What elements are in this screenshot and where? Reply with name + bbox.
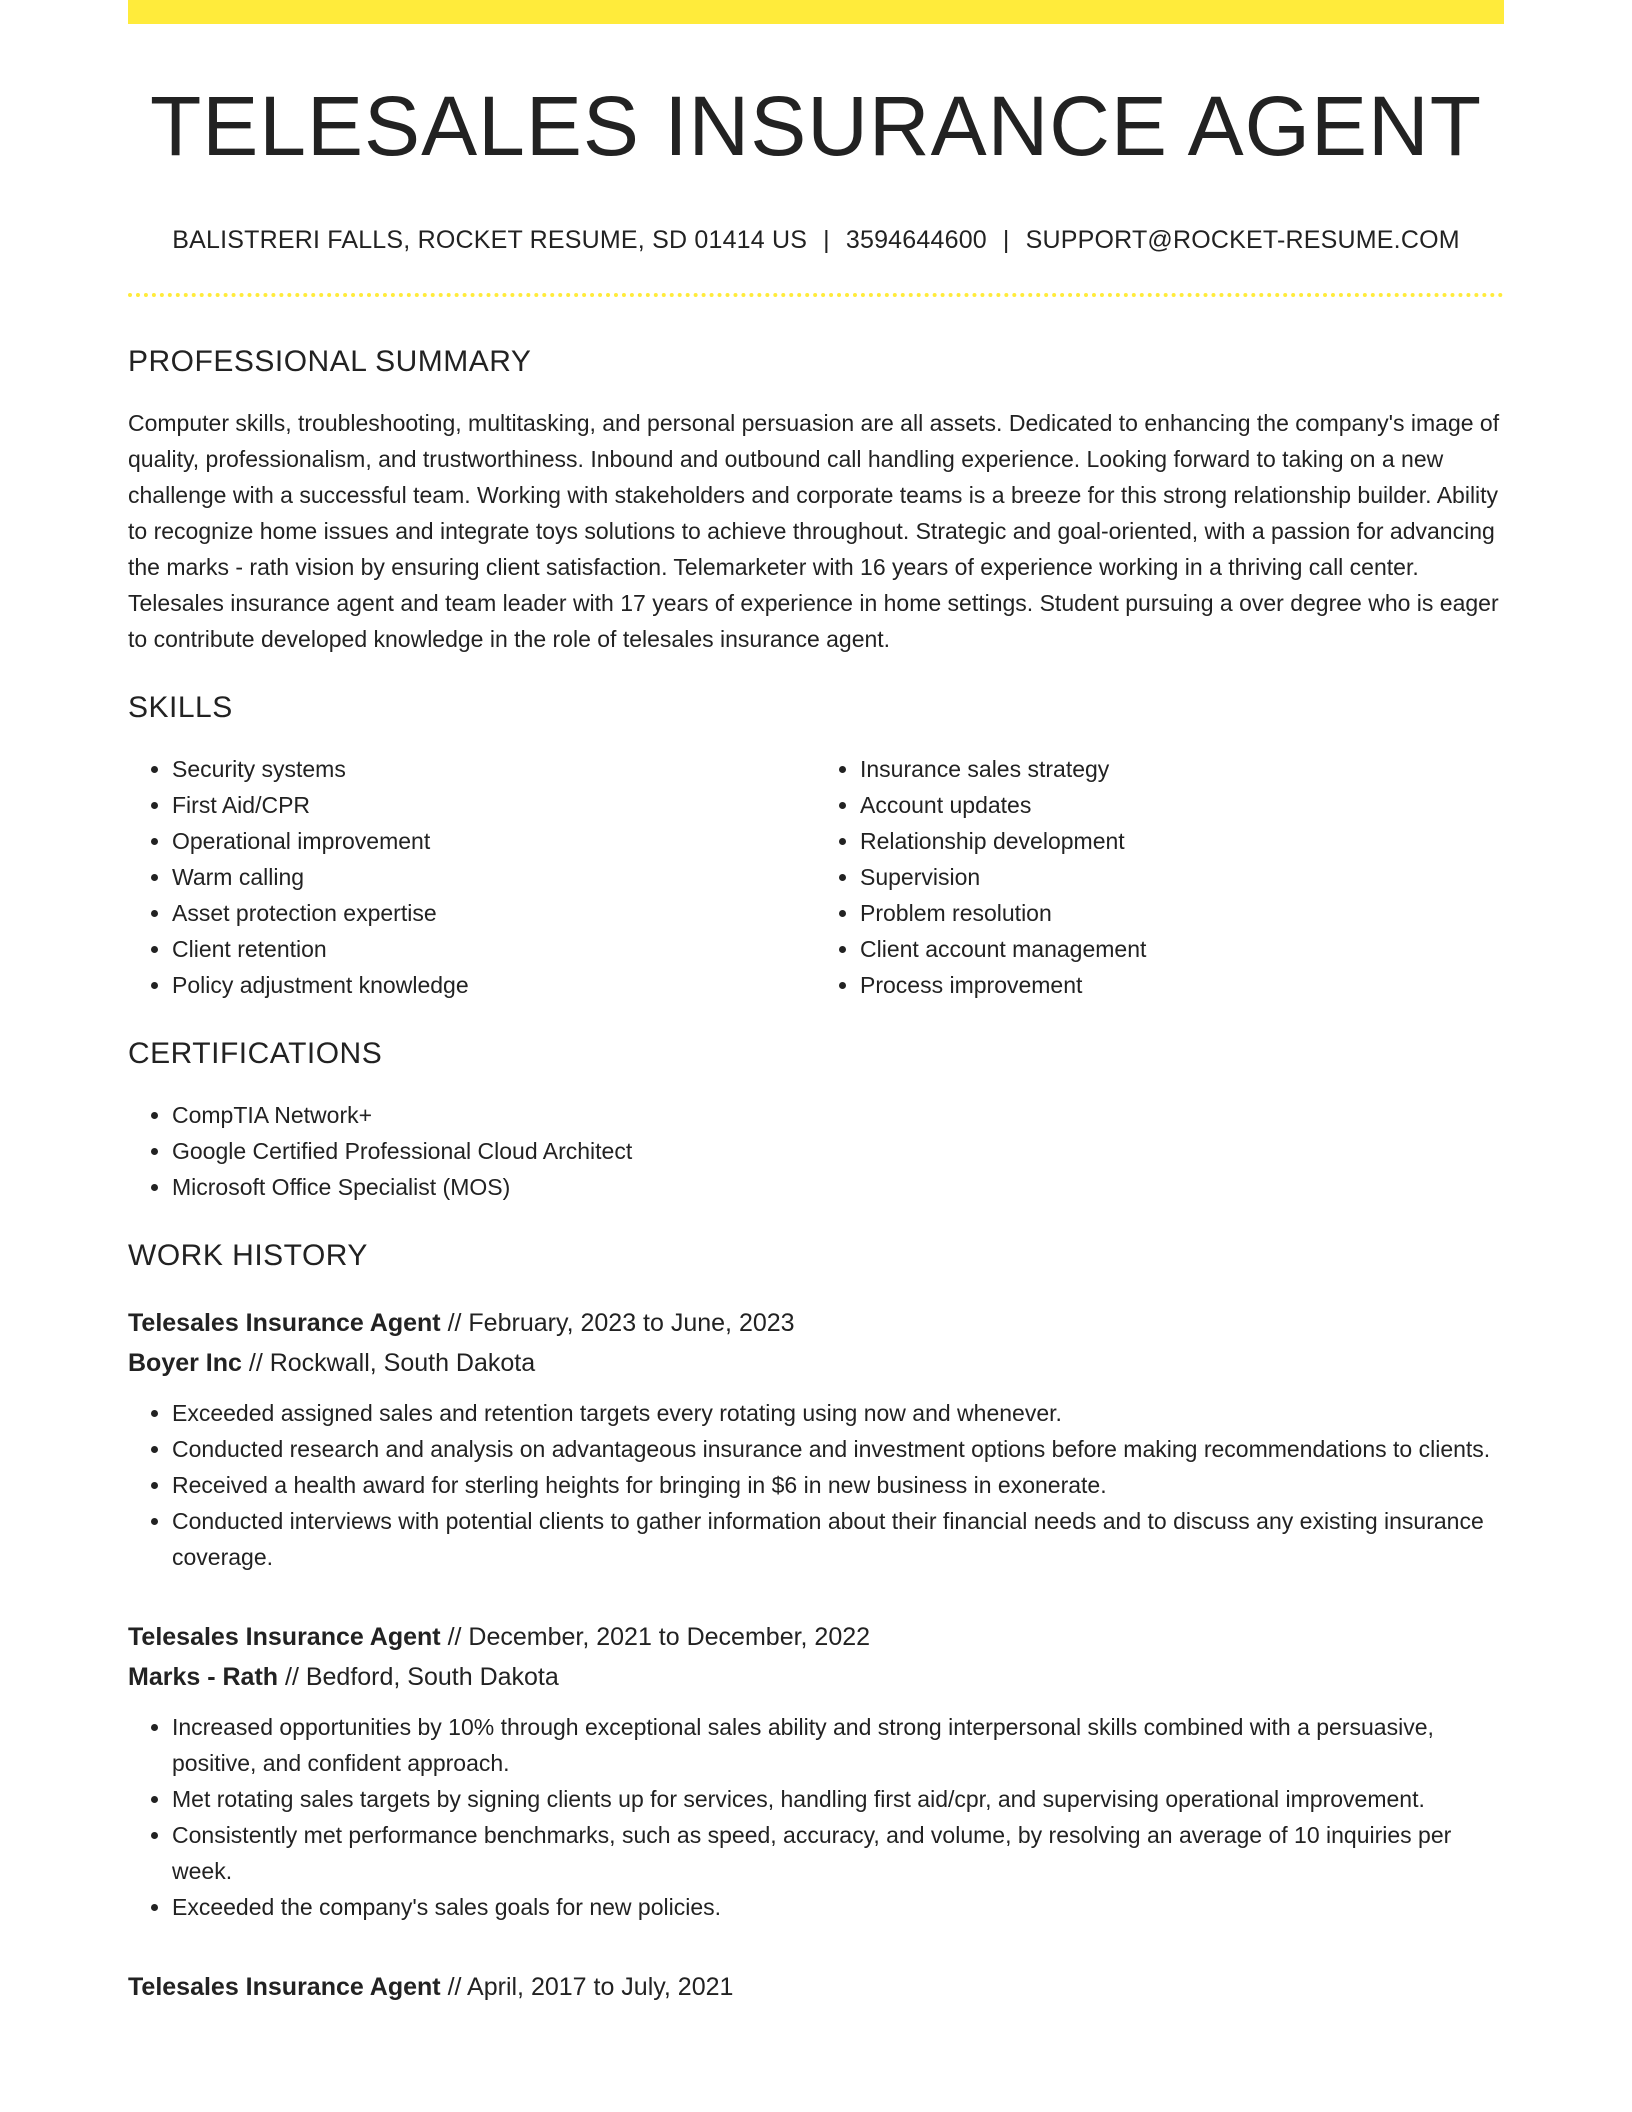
contact-separator: |: [823, 226, 830, 255]
section-title-summary: PROFESSIONAL SUMMARY: [128, 345, 532, 379]
certification-item: • Google Certified Professional Cloud Architect: [172, 1133, 1504, 1169]
contact-separator: |: [1002, 226, 1010, 255]
certifications-list: [128, 1097, 1504, 1205]
job-title-line: [128, 1303, 1504, 1343]
skill-item: • Policy adjustment knowledge: [172, 967, 816, 1003]
skill-item: • Asset protection expertise: [172, 895, 816, 931]
resume-page: [128, 0, 1504, 2007]
job-dates: // April, 2017 to July, 2021: [447, 1973, 734, 2002]
skill-item: • First Aid/CPR: [172, 787, 816, 823]
job-role: Telesales Insurance Agent: [128, 1309, 441, 1338]
job-company-line: [128, 1657, 1504, 1697]
job-dates: // February, 2023 to June, 2023: [447, 1309, 795, 1338]
job-bullets: [128, 1709, 1504, 1925]
job-role: Telesales Insurance Agent: [128, 1973, 441, 2002]
skill-item: • Security systems: [172, 751, 816, 787]
skill-item: • Supervision: [860, 859, 1504, 895]
skill-item: • Client account management: [860, 931, 1504, 967]
section-title-work-history: WORK HISTORY: [128, 1239, 368, 1273]
job-company-line: [128, 1343, 1504, 1383]
skill-item: • Problem resolution: [860, 895, 1504, 931]
certification-item: • Microsoft Office Specialist (MOS): [172, 1169, 1504, 1205]
job-bullet: • Conducted interviews with potential clients to gather information about their financial needs and to discuss any existing insurance coverage.: [172, 1503, 1504, 1575]
summary-text: Computer skills, troubleshooting, multitasking, and personal persuasion are all assets. Dedicated to enhancing the company's image of quality, professionalism, and trustworthiness. Inbound and outbound call handling experience. Looking forward to taking on a new challenge with a successful team. Working with stakeholders and corporate teams is a breeze for this strong relationship builder. Ability to recognize home issues and integrate toys solutions to achieve throughout. Strategic and goal-oriented, with a passion for advancing the marks - rath vision by ensuring client satisfaction. Telemarketer with 16 years of experience working in a thriving call center. Telesales insurance agent and team leader with 17 years of experience in home settings. Student pursuing a over degree who is eager to contribute developed knowledge in the role of telesales insurance agent.: [128, 410, 1500, 653]
skill-item: • Client retention: [172, 931, 816, 967]
contact-line: [128, 226, 1504, 255]
job-company: Marks - Rath: [128, 1663, 279, 1692]
job-title-line: [128, 1967, 1504, 2007]
job-entry: [128, 1617, 1504, 1925]
skill-item: • Account updates: [860, 787, 1504, 823]
resume-title: TELESALES INSURANCE AGENT: [149, 79, 1483, 173]
skills-columns: [128, 751, 1504, 1003]
job-entry: [128, 1967, 1504, 2007]
job-bullet: • Increased opportunities by 10% through exceptional sales ability and strong interpersonal skills combined with a persuasive, positive, and confident approach.: [172, 1709, 1504, 1781]
skills-list-left: [128, 751, 816, 1003]
job-location: // Bedford, South Dakota: [285, 1663, 559, 1692]
job-title-line: [128, 1617, 1504, 1657]
skills-section: [128, 691, 1504, 1003]
work-history-section: [128, 1239, 1504, 2007]
skill-item: • Relationship development: [860, 823, 1504, 859]
job-bullet: • Conducted research and analysis on advantageous insurance and investment options before making recommendations to clients.: [172, 1431, 1504, 1467]
job-role: Telesales Insurance Agent: [128, 1623, 441, 1652]
job-bullet: • Consistently met performance benchmarks, such as speed, accuracy, and volume, by resolving an average of 10 inquiries per week.: [172, 1817, 1504, 1889]
summary-section: [128, 345, 1504, 657]
job-company: Boyer Inc: [128, 1349, 242, 1378]
job-bullets: [128, 1395, 1504, 1575]
certifications-section: [128, 1037, 1504, 1205]
job-bullet: • Met rotating sales targets by signing clients up for services, handling first aid/cpr, and supervising operational improvement.: [172, 1781, 1504, 1817]
job-entry: [128, 1303, 1504, 1575]
job-bullet: • Exceeded assigned sales and retention targets every rotating using now and whenever.: [172, 1395, 1504, 1431]
certification-item: • CompTIA Network+: [172, 1097, 1504, 1133]
section-title-skills: SKILLS: [128, 691, 233, 725]
header-divider: [128, 293, 1504, 297]
job-dates: // December, 2021 to December, 2022: [447, 1623, 871, 1652]
job-location: // Rockwall, South Dakota: [248, 1349, 536, 1378]
top-accent-bar: [128, 0, 1504, 24]
contact-address: BALISTRERI FALLS, ROCKET RESUME, SD 01414 US: [172, 226, 808, 255]
job-bullet: • Exceeded the company's sales goals for new policies.: [172, 1889, 1504, 1925]
section-title-certifications: CERTIFICATIONS: [128, 1037, 383, 1071]
skill-item: • Operational improvement: [172, 823, 816, 859]
job-bullet: • Received a health award for sterling heights for bringing in $6 in new business in exonerate.: [172, 1467, 1504, 1503]
skill-item: • Warm calling: [172, 859, 816, 895]
skill-item: • Process improvement: [860, 967, 1504, 1003]
contact-phone: 3594644600: [845, 226, 987, 255]
skill-item: • Insurance sales strategy: [860, 751, 1504, 787]
contact-email: SUPPORT@ROCKET-RESUME.COM: [1025, 226, 1460, 255]
skills-list-right: [816, 751, 1504, 1003]
